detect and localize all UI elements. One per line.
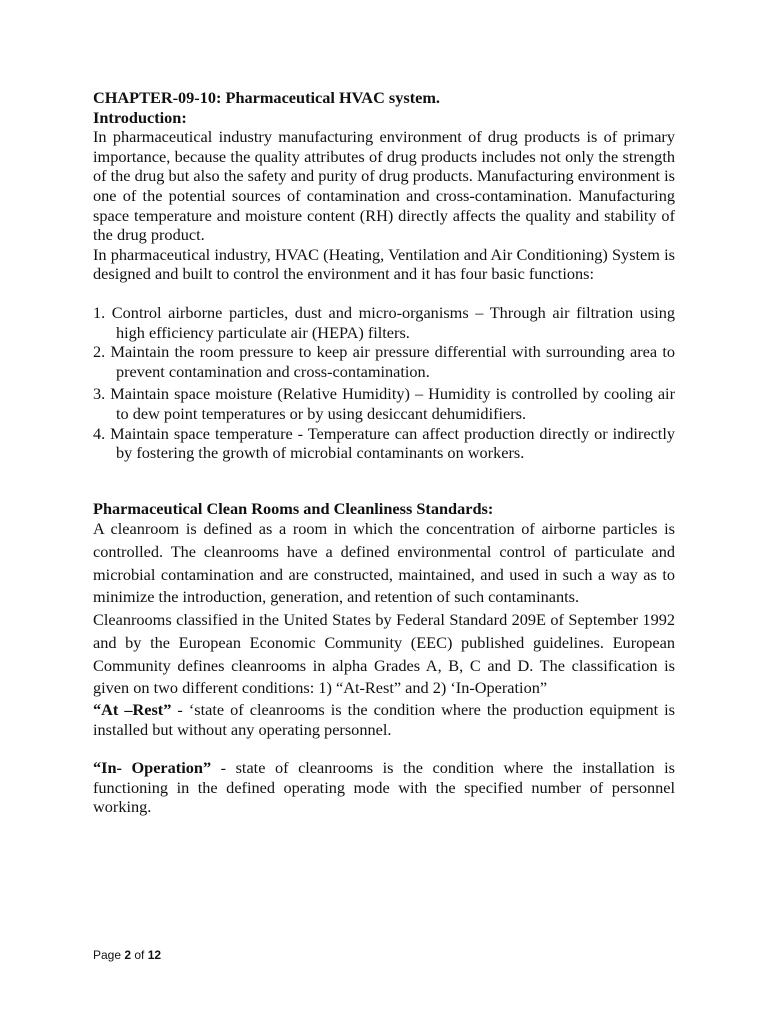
list-item: 3. Maintain space moisture (Relative Humidity) – Humidity is controlled by cooling air to dew point temperatures or by using desiccant dehumidifiers. <box>93 384 675 423</box>
at-rest-term: “At –Rest” <box>93 699 172 719</box>
in-operation-text: - state of cleanrooms is the condition where the installation is functioning in the defined operating mode with the specified number of personnel working. <box>93 758 675 817</box>
at-rest-text: - ‘state of cleanrooms is the condition where the production equipment is installed but without any operating personnel. <box>93 699 675 739</box>
spacer <box>93 463 675 499</box>
list-item: 4. Maintain space temperature - Temperature can affect production directly or indirectly by fostering the growth of microbial contaminants on workers. <box>93 423 675 463</box>
in-operation-definition <box>93 758 675 817</box>
introduction-heading: Introduction: <box>93 107 187 127</box>
hvac-functions-list <box>93 303 675 463</box>
of-label: of <box>131 948 148 962</box>
in-operation-term: “In- Operation” <box>93 758 212 778</box>
chapter-title: CHAPTER-09-10: Pharmaceutical HVAC system. <box>93 88 440 107</box>
spacer <box>93 739 675 758</box>
introduction-paragraph: In pharmaceutical industry manufacturing environment of drug products is of primary importance, because the quality attributes of drug products includes not only the strength of the drug but also the safety and purity of drug products. Manufacturing environment is one of the potential sources of contamination and cross-contamination. Manufacturing space temperature and moisture content (RH) directly affects the quality and stability of the drug product. <box>93 127 675 245</box>
at-rest-definition <box>93 700 675 739</box>
page-label: Page <box>93 948 125 962</box>
list-item: 2. Maintain the room pressure to keep air pressure differential with surrounding area to prevent contamination and cross-contamination. <box>93 342 675 381</box>
page-total: 12 <box>147 948 162 962</box>
cleanroom-heading: Pharmaceutical Clean Rooms and Cleanliness Standards: <box>93 498 494 518</box>
hvac-paragraph: In pharmaceutical industry, HVAC (Heating, Ventilation and Air Conditioning) System is designed and built to control the environment and it has four basic functions: <box>93 244 675 284</box>
document-body <box>93 88 675 817</box>
classification-paragraph: Cleanrooms classified in the United States by Federal Standard 209E of September 1992 and by the European Economic Community (EEC) published guidelines. European Community defines cleanrooms in alpha Grades A, B, C and D. The classification is given on two different conditions: 1) “At-Rest” and 2) ‘In-Operation” <box>93 610 675 698</box>
cleanroom-definition: A cleanroom is defined as a room in which the concentration of airborne particles is controlled. The cleanrooms have a defined environmental control of particulate and microbial contamination and are constructed, maintained, and used in such a way as to minimize the introduction, generation, and retention of such contaminants. <box>93 519 675 607</box>
page-footer <box>93 948 161 962</box>
list-item: 1. Control airborne particles, dust and micro-organisms – Through air filtration using high efficiency particulate air (HEPA) filters. <box>93 302 675 342</box>
spacer <box>93 284 675 303</box>
page-number: 2 <box>124 948 132 962</box>
